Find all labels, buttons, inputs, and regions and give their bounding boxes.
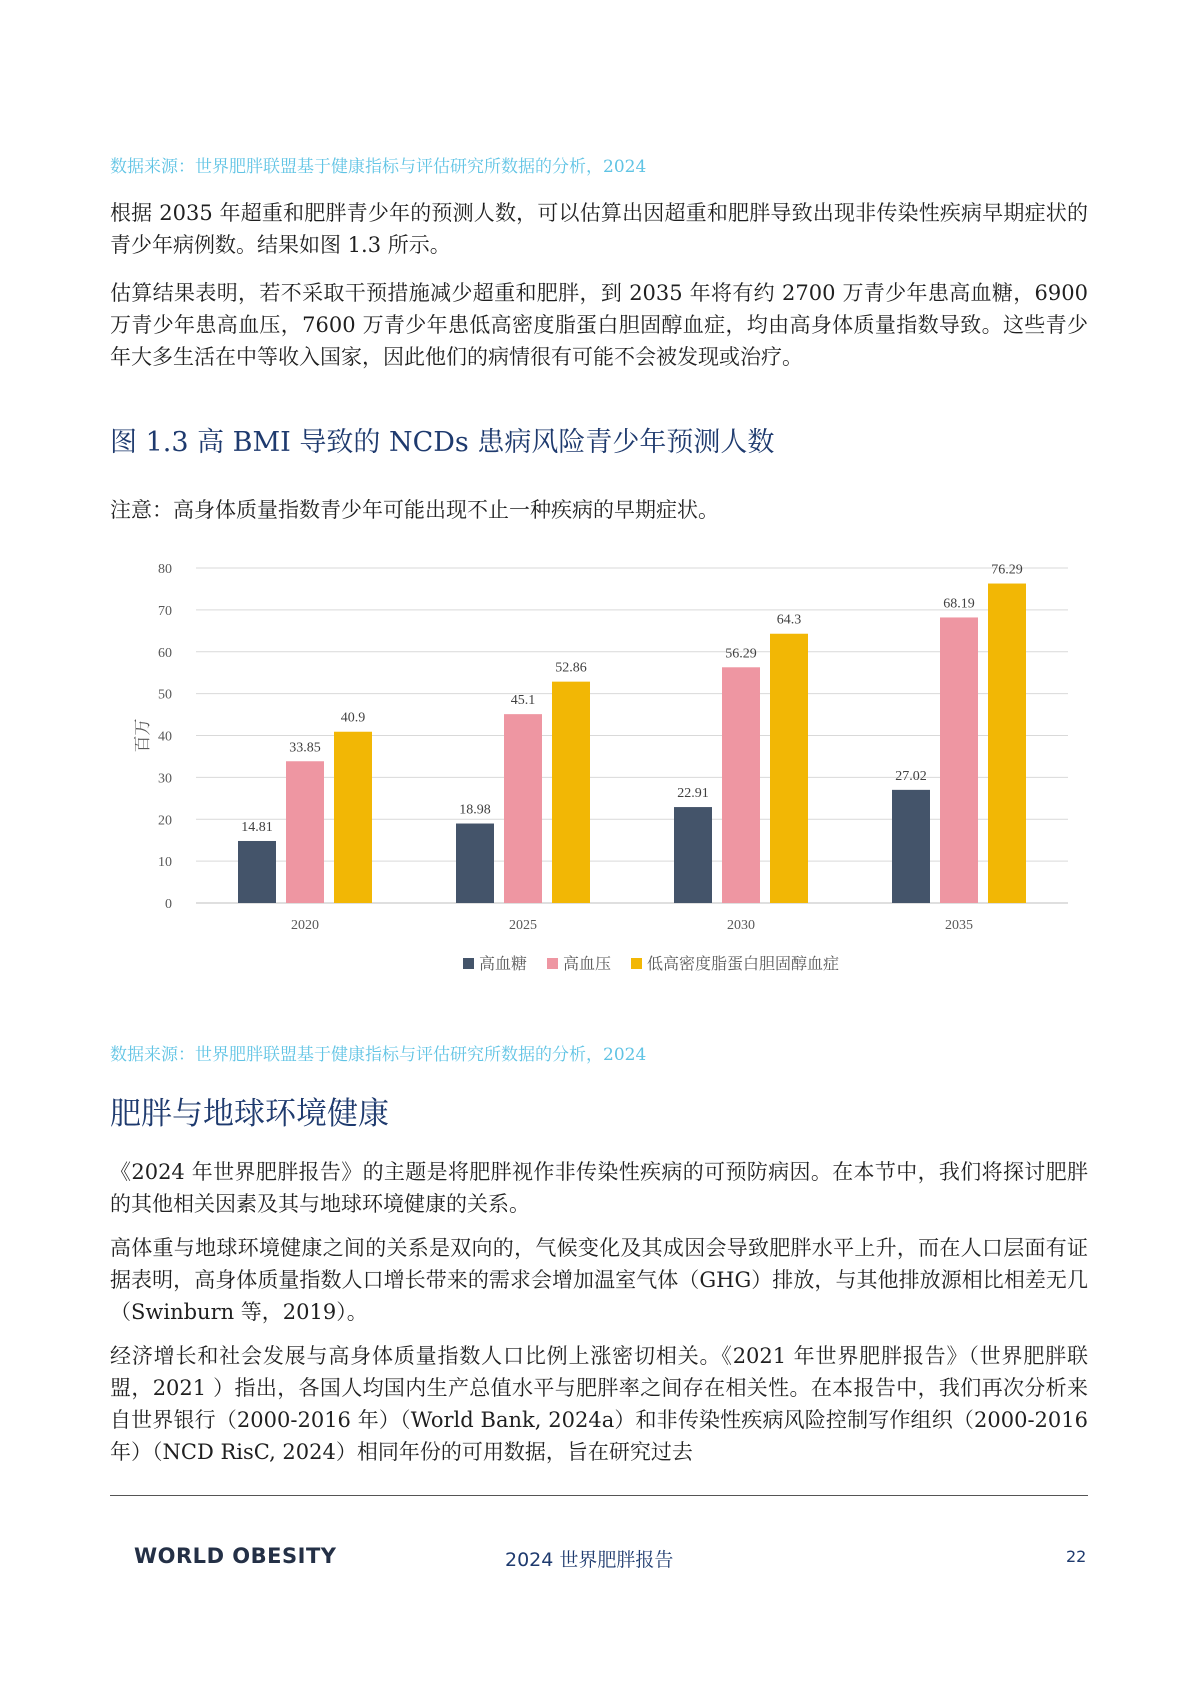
world-obesity-logo: WORLD OBESITY <box>134 1544 337 1568</box>
bar-2020-1 <box>238 841 276 903</box>
data-label: 27.02 <box>895 768 927 784</box>
bar-2025-2 <box>504 714 542 903</box>
legend-swatch <box>547 958 558 969</box>
data-label: 40.9 <box>340 710 366 726</box>
paragraph-1: 根据 2035 年超重和肥胖青少年的预测人数，可以估算出因超重和肥胖导致出现非传染性疾病早期症状的青少年病例数。结果如图 1.3 所示。 <box>110 201 1088 257</box>
legend-label: 高血糖 <box>479 956 528 973</box>
bar-2035-1 <box>892 790 930 903</box>
data-label: 64.3 <box>776 612 802 628</box>
source-note-top: 数据来源：世界肥胖联盟基于健康指标与评估研究所数据的分析，2024 <box>110 157 647 177</box>
y-tick-label: 80 <box>158 562 172 577</box>
y-tick-label: 20 <box>158 813 172 829</box>
source-note-bottom: 数据来源：世界肥胖联盟基于健康指标与评估研究所数据的分析，2024 <box>110 1045 647 1065</box>
page-number: 22 <box>1066 1547 1087 1566</box>
legend-swatch <box>463 958 474 969</box>
y-tick-label: 10 <box>158 855 172 871</box>
data-label: 52.86 <box>555 660 587 676</box>
paragraph-4: 高体重与地球环境健康之间的关系是双向的，气候变化及其成因会导致肥胖水平上升，而在人口层面有证据表明，高身体质量指数人口增长带来的需求会增加温室气体（GHG）排放，与其他排放源相比相差无几（Swinburn 等，2019）。 <box>110 1236 1088 1324</box>
legend-swatch <box>631 958 642 969</box>
y-tick-label: 30 <box>158 771 172 787</box>
y-tick-label: 60 <box>158 645 172 661</box>
y-axis-title: 百万 <box>133 718 152 753</box>
y-tick-label: 50 <box>158 687 172 703</box>
footer-divider <box>110 1495 1088 1496</box>
bar-2030-1 <box>674 807 712 903</box>
x-tick-label: 2035 <box>945 918 973 933</box>
figure-note: 注意：高身体质量指数青少年可能出现不止一种疾病的早期症状。 <box>110 498 719 522</box>
x-tick-label: 2030 <box>727 918 755 933</box>
data-label: 68.19 <box>943 596 975 612</box>
paragraph-2: 估算结果表明，若不采取干预措施减少超重和肥胖，到 2035 年将有约 2700 万青少年患高血糖，6900 万青少年患高血压，7600 万青少年患低高密度脂蛋白胆固醇血症，均由高身体质量指数导致。这些青少年大多生活在中等收入国家，因此他们的病情很有可能不会被发现或治疗。 <box>110 281 1088 369</box>
section-title: 肥胖与地球环境健康 <box>110 1096 389 1132</box>
y-tick-label: 40 <box>158 729 172 745</box>
y-tick-label: 0 <box>165 897 172 912</box>
footer-report-title: 2024 世界肥胖报告 <box>505 1549 674 1571</box>
paragraph-5: 经济增长和社会发展与高身体质量指数人口比例上涨密切相关。《2021 年世界肥胖报告》（世界肥胖联盟，2021 ）指出，各国人均国内生产总值水平与肥胖率之间存在相关性。在本报告中，我们再次分析来自世界银行（2000-2016 年）（World Bank, 2024a）和非传染性疾病风险控制写作组织（2000-2016 年）（NCD RisC, 2024）相同年份的可用数据，旨在研究过去 <box>110 1344 1088 1464</box>
bar-2030-3 <box>770 634 808 903</box>
x-tick-label: 2025 <box>509 918 537 933</box>
data-label: 45.1 <box>510 693 536 709</box>
bar-2025-1 <box>456 824 494 903</box>
y-tick-label: 70 <box>158 603 172 619</box>
paragraph-3: 《2024 年世界肥胖报告》的主题是将肥胖视作非传染性疾病的可预防病因。在本节中，我们将探讨肥胖的其他相关因素及其与地球环境健康的关系。 <box>110 1160 1088 1216</box>
data-label: 56.29 <box>725 646 757 662</box>
bar-2020-3 <box>334 732 372 903</box>
bar-2035-3 <box>988 584 1026 903</box>
bar-2035-2 <box>940 617 978 903</box>
bar-chart <box>120 548 1080 1008</box>
data-label: 18.98 <box>459 802 491 818</box>
data-label: 22.91 <box>677 786 709 802</box>
data-label: 14.81 <box>241 819 273 835</box>
bar-2030-2 <box>722 667 760 903</box>
bar-2025-3 <box>552 682 590 903</box>
data-label: 33.85 <box>289 740 321 756</box>
legend-label: 低高密度脂蛋白胆固醇血症 <box>647 956 840 973</box>
legend-label: 高血压 <box>563 956 612 973</box>
data-label: 76.29 <box>991 562 1023 578</box>
x-tick-label: 2020 <box>291 918 319 933</box>
bar-2020-2 <box>286 761 324 903</box>
figure-title: 图 1.3 高 BMI 导致的 NCDs 患病风险青少年预测人数 <box>110 427 775 458</box>
